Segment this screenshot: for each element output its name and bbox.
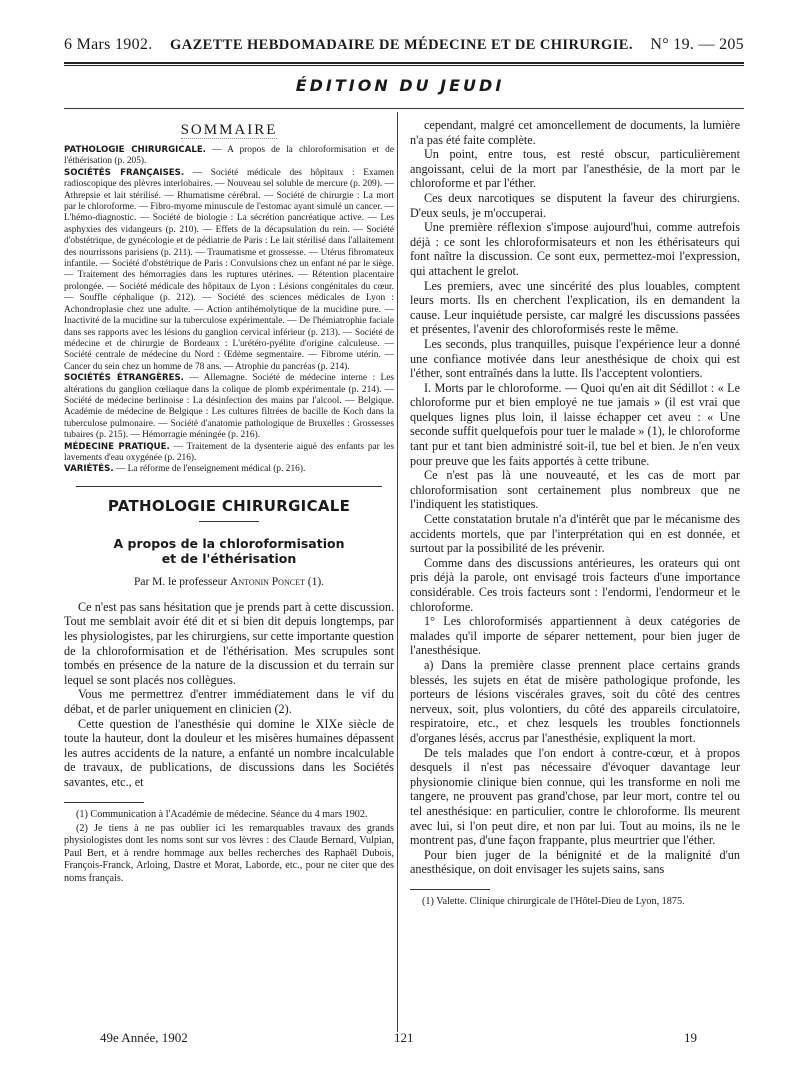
article-body-left — [64, 600, 394, 790]
header-rule — [64, 62, 744, 64]
paragraph: Les premiers, avec une sincérité des plus louables, comptent leurs morts. Ils en cherchent l'explication, ils en demandent la cause. Leur inquiétude persiste, car malgré les discussions passées et présentes, l'avenir des chloroformisés reste le même. — [410, 278, 740, 337]
sommaire-heading: MÉDECINE PRATIQUE. — [64, 441, 170, 452]
sommaire-list — [64, 145, 394, 476]
section-title: PATHOLOGIE CHIRURGICALE — [107, 496, 351, 515]
issue-date: 6 Mars 1902. — [64, 36, 153, 53]
footnotes-right — [410, 896, 740, 908]
footnote: (2) Je tiens à ne pas oublier ici les remarquables travaux des grands physiologistes dont les noms sont sur vos lèvres : des Claude Bernard, Vulpian, Paul Bert, et à rendre hommage aux belles recherches des Raphaël Dubois, François-Franck, Arloing, Dastre et Morat, Laborde, etc., pour ne citer que des noms français. — [64, 822, 394, 884]
paragraph: 1° Les chloroformisés appartiennent à deux catégories de malades qu'il importe de séparer nettement, pour bien juger de l'anesthésique. — [410, 614, 740, 658]
sommaire-text: — La réforme de l'enseignement médical (p. 216). — [113, 464, 306, 475]
edition-rule — [64, 108, 744, 109]
sommaire-title: SOMMAIRE — [180, 122, 278, 138]
section-separator — [76, 486, 382, 487]
paragraph: Ce n'est pas là une nouveauté, et les cas de mort par chloroformisation sont certainement plus nombreux que ne l'indiquent les statistiques. — [410, 468, 740, 512]
left-column — [64, 118, 394, 887]
sommaire-entry — [64, 464, 394, 475]
paragraph: Les seconds, plus tranquilles, puisque l'expérience leur a donné une confiance motivée dans leur anesthésique de choix qui est l'éther, sont entraînés dans la lutte. Ils l'acceptent volontiers. — [410, 336, 740, 381]
right-column — [410, 118, 740, 910]
article-title: A propos de la chloroformisation et de l'éthérisation — [113, 535, 345, 566]
sommaire-entry — [64, 442, 394, 465]
article-body-right — [410, 118, 740, 877]
footnote-rule — [410, 889, 490, 890]
running-header — [64, 36, 744, 58]
journal-title: GAZETTE HEBDOMADAIRE DE MÉDECINE ET DE CHIRURGIE. — [170, 37, 633, 53]
paragraph: cependant, malgré cet amoncellement de documents, la lumière n'a pas été faite complète. — [410, 118, 740, 147]
paragraph: Une première réflexion s'impose aujourd'hui, comme autrefois déjà : ce sont les chloroformisateurs et non les éthérisateurs qui font naître la discussion. Ce sont eux, permettez-moi l'expression, qui attachent le grelot. — [410, 220, 740, 278]
sheet-number: 121 — [394, 1030, 414, 1045]
article-byline: Par M. le professeur Antonin Poncet (1). — [133, 575, 325, 588]
signature-mark: 19 — [684, 1030, 697, 1045]
header-rule-thin — [64, 65, 744, 66]
sommaire-heading: SOCIÉTÉS ÉTRANGÈRES. — [64, 373, 184, 384]
paragraph: Ce n'est pas sans hésitation que je prends part à cette discussion. Tout me semblait avoir été dit et si bien dit depuis longtemps, par les physiologistes, par les chirurgiens, sur cette importante question de la chloroformisation et de l'éthérisation. Mes scrupules sont tombés en présence de la nature de la discussion et du terrain sur lequel se sont placés nos collègues. — [64, 599, 394, 687]
paragraph: Comme dans des discussions antérieures, les orateurs qui ont pris déjà la parole, ont envisagé trois facteurs d'une importance considérable. Ces trois facteurs sont : l'endormi, l'endormeur et le chloroforme. — [410, 555, 740, 614]
paragraph: I. Morts par le chloroforme. — Quoi qu'en ait dit Sédillot : « Le chloroforme pur et bien employé ne tue jamais » (il est vrai que quelques lignes plus loin, il laisse échapper cet aveu : « Une seconde suffit quelquefois pour tuer le malade » (1), le chloroforme tant pur et tant bien administré soit-il, tue bel et bien. Je n'en veux pour preuve que les faits apportés à cette tribune. — [410, 380, 740, 468]
column-divider — [397, 112, 398, 1032]
paragraph: Cette constatation brutale n'a d'intérêt que par le mécanisme des accidents mortels, que par l'interprétation qui en est donnée, et surtout par la possibilité de les prévenir. — [410, 512, 740, 556]
volume-year: 49e Année, 1902 — [100, 1030, 188, 1045]
paragraph: Un point, entre tous, est resté obscur, particulièrement angoissant, celui de la mort par l'anesthésie, de la mort par le chloroforme et par l'éther. — [410, 147, 740, 191]
issue-number: N° 19. — 205 — [650, 36, 744, 53]
section-rule — [199, 521, 259, 522]
paragraph: Vous me permettrez d'entrer immédiatement dans le vif du débat, et de parler uniquement en clinicien (2). — [64, 687, 394, 716]
sommaire-entry — [64, 168, 394, 373]
paragraph: Pour bien juger de la bénignité et de la malignité d'un anesthésique, on doit envisager les sujets sains, sans — [410, 847, 740, 877]
sommaire-heading: SOCIÉTÉS FRANÇAISES. — [64, 167, 185, 178]
footnote: (1) Valette. Clinique chirurgicale de l'Hôtel-Dieu de Lyon, 1875. — [422, 895, 685, 907]
sommaire-text: — Traitement de la dysenterie aiguë des enfants par les lavements d'eau oxygénée (p. 216). — [64, 441, 394, 463]
sommaire-entry — [64, 145, 394, 168]
paragraph: Ces deux narcotiques se disputent la faveur des chirurgiens. D'eux seuls, je m'occuperai. — [410, 190, 740, 220]
paragraph: De tels malades que l'on endort à contre-cœur, et à propos desquels il n'est pas nécessaire d'évoquer davantage leur physionomie clinique bien connue, qui les transforme en noli me tangere, ne prouvent pas grand'chose, par leur mort, contre tel ou tel anesthésique: en particulier, contre le chloroforme. Ils meurent avec lui, si l'on peut dire, et non par lui. Tout au moins, ils ne le montrent pas, d'une façon frappante, plus meurtrier que l'éther. — [410, 745, 740, 848]
sommaire-heading: VARIÉTÉS. — [64, 464, 114, 475]
edition-banner: ÉDITION DU JEUDI — [295, 76, 505, 95]
paragraph: a) Dans la première classe prennent place certains grands blessés, les sujets en état de misère pathologique profonde, les porteurs de lésions viscérales graves, soit du côté des centres nerveux, soit, plus volontiers, du côté des appareils circulatoire, respiratoire, etc., et chez lesquels les troubles fonctionnels d'organes lésés, accrus par l'anesthésie, expliquent la mort. — [410, 657, 740, 745]
sommaire-entry — [64, 373, 394, 441]
footnote-rule — [64, 802, 144, 803]
footnote: (1) Communication à l'Académie de médecine. Séance du 4 mars 1902. — [76, 808, 368, 820]
sommaire-text: — A propos de la chloroformisation et de l'éthérisation (p. 205). — [64, 145, 394, 167]
paragraph: Cette question de l'anesthésie qui domine le XIXe siècle de toute la hauteur, dont la douleur et les misères humaines dépassent les autres accidents de la nature, a enfanté un nombre incalculable de travaux, de publications, de discussions dans les Sociétés savantes, etc., et — [64, 716, 394, 789]
sommaire-heading: PATHOLOGIE CHIRURGICALE. — [64, 145, 206, 155]
sommaire-text: — Société médicale des hôpitaux : Examen radioscopique des plèvres interlobaires. — Nouveau sel soluble de mercure (p. 209). — Athrepsie et lait stérilisé. — Rhumatisme cérébral. — Société de chirurgie : La mort par le chloroforme. — Fibro-myome minuscule de l'estomac ayant simulé un cancer. — L'hémo-diagnostic. — Société de biologie : La sécrétion pancréatique active. — Les asphyxies des vidangeurs (p. 210). — Effets de la décapsulation du rein. — Société d'obstétrique, de gynécologie et de pédiatrie de Paris : Le lait stérilisé dans l'allaitement des nourrissons parisiens (p. 211). — Traumatisme et grossesse. — Utérus fibromateux infantile. — Société d'obstétrique de Paris : Convulsions chez un enfant né par le siège. — Traitement des hémorragies dans les ruptures utérines. — Rétention placentaire prolongée. — Société médicale des hôpitaux de Lyon : Lésions congénitales du cœur. — Souffle céphalique (p. 212). — Société des sciences médicales de Lyon : Achondroplasie chez une adulte. — Action antihémolytique de la mucidine pure. — Inactivité de la mucidine sur la tuberculose expérimentale. — De l'hémiatrophie faciale dans ses rapports avec les lésions du ganglion cervical inférieur (p. 213). — Société de médecine et de chirurgie de Bordeaux : L'urétéro-pyélite d'origine calculeuse. — Société centrale de médecine du Nord : Œdème segmentaire. — Fibrome utérin. — Cancer du sein chez un homme de 78 ans. — Atrophie du pancréas (p. 214). — [64, 167, 394, 372]
sommaire-text: — Allemagne. Société de médecine interne : Les altérations du ganglion cœliaque dans la colique de plomb expérimentale (p. 214). — Société de médecine berlinoise : La désinfection des mains par l'alcool. — Belgique. Académie de médecine de Belgique : Les cultures filtrées de bacille de Koch dans la tuberculose pulmonaire. — Société d'anatomie pathologique de Bruxelles : Grossesses tubaires (p. 215). — Hémorragie méningée (p. 216). — [64, 373, 395, 441]
footnotes-left — [64, 809, 394, 885]
